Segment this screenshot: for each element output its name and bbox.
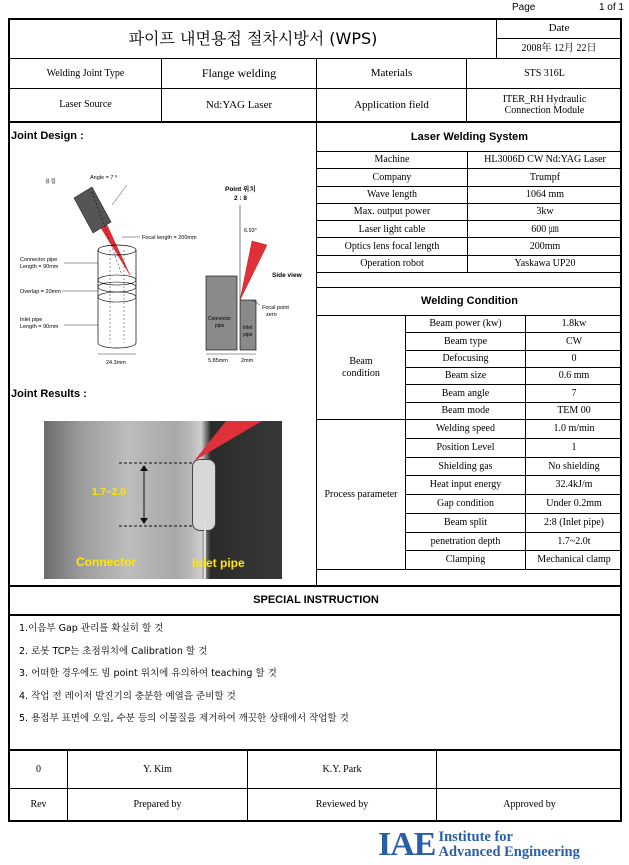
beam-row-value: 0 [571,353,577,365]
beam-row-label: Beam type [443,335,488,347]
dimension-label-1: 5.85mm [208,358,228,364]
beam-row-value: 7 [571,387,577,399]
focal-length-label: Focal length = 200mm [142,235,197,241]
lws-row-label: Company [372,171,412,183]
connector-photo-label: Connector [76,555,136,569]
page-title: 파이프 내면용접 절차시방서 (WPS) [128,28,378,48]
application-field-line1: ITER_RH Hydraulic [502,93,587,105]
special-instruction-item: 1.이음부 Gap 관리를 확실히 할 것 [19,623,164,634]
application-field-label: Application field [354,98,429,111]
laser-welding-system-heading: Laser Welding System [410,131,529,144]
special-instruction-item: 4. 작업 전 레이저 발진기의 충분한 예열을 준비할 것 [19,690,236,702]
date-label: Date [548,22,570,35]
weld-cross-section-photo [44,421,282,579]
lws-row-value: 200mm [529,240,561,252]
inlet-pipe-photo-label: Inlet pipe [192,556,245,570]
lws-row-value: HL3006D CW Nd:YAG Laser [484,154,606,166]
page-value: 1 of 1 [598,2,624,13]
page-label: Page [512,2,536,13]
inlet-pipe-label-2: Length = 90mm [20,324,59,330]
approved-by-value [437,751,622,788]
process-row-label: penetration depth [430,535,501,547]
overlap-label: Overlap = 20mm [20,289,61,295]
process-row-label: Shielding gas [438,460,493,472]
prepared-by-label: Prepared by [133,799,182,811]
prepared-by-value: Y. Kim [143,763,172,775]
process-row-value: 1.0 m/min [553,423,595,435]
reviewed-by-value: K.Y. Park [322,763,362,775]
beam-row-label: Beam angle [441,387,490,399]
connector-pipe-label-2: Length = 90mm [20,264,59,270]
special-instruction-item: 5. 용접부 표면에 오일, 수분 등의 이물질을 제거하여 깨끗한 상태에서 작업할 것 [19,713,349,724]
connector-section-label-1: Connector [208,316,232,322]
reviewed-by-label: Reviewed by [315,799,369,811]
angle-label: Angle = 7 º [90,175,117,181]
process-row-value: Under 0.2mm [546,498,602,510]
side-view-label: Side view [272,272,302,279]
logo-line2: Advanced Engineering [438,844,580,860]
process-row-label: Beam split [443,516,488,528]
process-row-value: Mechanical clamp [537,554,611,566]
special-instruction-heading: SPECIAL INSTRUCTION [253,594,379,607]
lws-row-value: 600 ㎛ [531,223,559,235]
application-field-line2: Connection Module [504,105,585,116]
inlet-section-label-2: pipe [243,332,253,338]
welding-joint-type-value: Flange welding [201,65,277,80]
lws-row-label: Laser light cable [358,223,426,235]
materials-value: STS 316L [524,67,565,79]
joint-design-diagram [12,145,312,380]
lws-row-label: Max. output power [353,206,431,218]
process-row-value: 1.7~2.0t [557,535,591,547]
beam-row-value: 0.6 mm [558,370,590,382]
lws-row-label: Wave length [366,188,417,200]
process-row-label: Position Level [436,441,495,453]
laser-source-label: Laser Source [59,99,112,111]
lws-row-value: Trumpf [529,171,561,183]
beam-row-label: Beam power (kw) [429,318,502,330]
lws-row-label: Operation robot [360,258,424,270]
focal-point-label-2: zero [266,312,277,318]
beam-row-label: Beam mode [441,405,490,417]
joint-results-heading: Joint Results : [11,388,87,400]
beam-row-label: Beam size [444,370,487,382]
beam-condition-group-label [317,316,405,419]
joint-design-heading: Joint Design : [11,130,84,142]
process-row-value: 32.4kJ/m [555,479,593,491]
welding-joint-type-label: Welding Joint Type [46,67,125,79]
process-row-value: No shielding [548,460,600,472]
focal-point-label-1: Focal point [262,305,289,311]
beam-group-line1: Beam [349,356,373,367]
date-value: 2008年 12月 22日 [521,42,597,54]
beam-group-line2: condition [342,367,380,379]
process-row-label: Heat input energy [429,479,502,491]
special-instruction-item: 2. 로봇 TCP는 초점위치에 Calibration 할 것 [19,645,208,657]
process-row-label: Gap condition [437,498,494,510]
degree-label: 6.93° [244,228,257,234]
process-row-label: Clamping [445,554,486,566]
materials-label: Materials [370,67,413,80]
laser-source-value: Nd:YAG Laser [205,98,273,111]
approved-by-label: Approved by [503,799,556,811]
iae-logo [378,828,580,862]
beam-row-value: 1.8kw [561,318,587,330]
beam-row-value: TEM 00 [557,405,591,417]
dimension-label-2: 2mm [241,358,254,364]
point-position-label: Point 위치 [225,186,256,193]
point-ratio-label: 2 : 8 [234,195,248,202]
diameter-label: 24.3mm [106,360,126,366]
connector-pipe-label-1: Connector pipe [20,257,58,263]
rev-label: Rev [30,799,47,811]
beam-row-label: Defocusing [442,353,489,365]
lws-row-label: Machine [374,154,410,166]
connector-section-label-2: pipe [215,323,225,329]
special-instruction-item: 3. 어떠한 경우에도 빔 point 위치에 유의하여 teaching 할 것 [19,668,277,679]
process-row-value: 1 [571,441,577,453]
weld-label: 용접 [45,179,56,185]
lws-row-value: Yaskawa UP20 [514,258,576,270]
page-indicator [512,2,624,13]
inlet-section-label-1: Inlet [243,325,253,331]
beam-row-value: CW [565,335,583,347]
lws-row-value: 3kw [536,206,554,218]
application-field-value [467,89,622,121]
process-parameter-group-label: Process parameter [324,488,398,500]
lws-row-label: Optics lens focal length [344,240,440,252]
lws-row-value: 1064 mm [525,188,565,200]
logo-letters: IAE [378,826,436,863]
depth-label: 1.7~2.0 [92,487,126,498]
rev-value: 0 [36,763,41,775]
logo-line1: Institute for [438,829,513,845]
welding-condition-heading: Welding Condition [421,295,518,308]
process-row-value: 2:8 (Inlet pipe) [544,516,604,528]
inlet-pipe-label-1: Inlet pipe [20,317,43,323]
process-row-label: Welding speed [436,423,495,435]
